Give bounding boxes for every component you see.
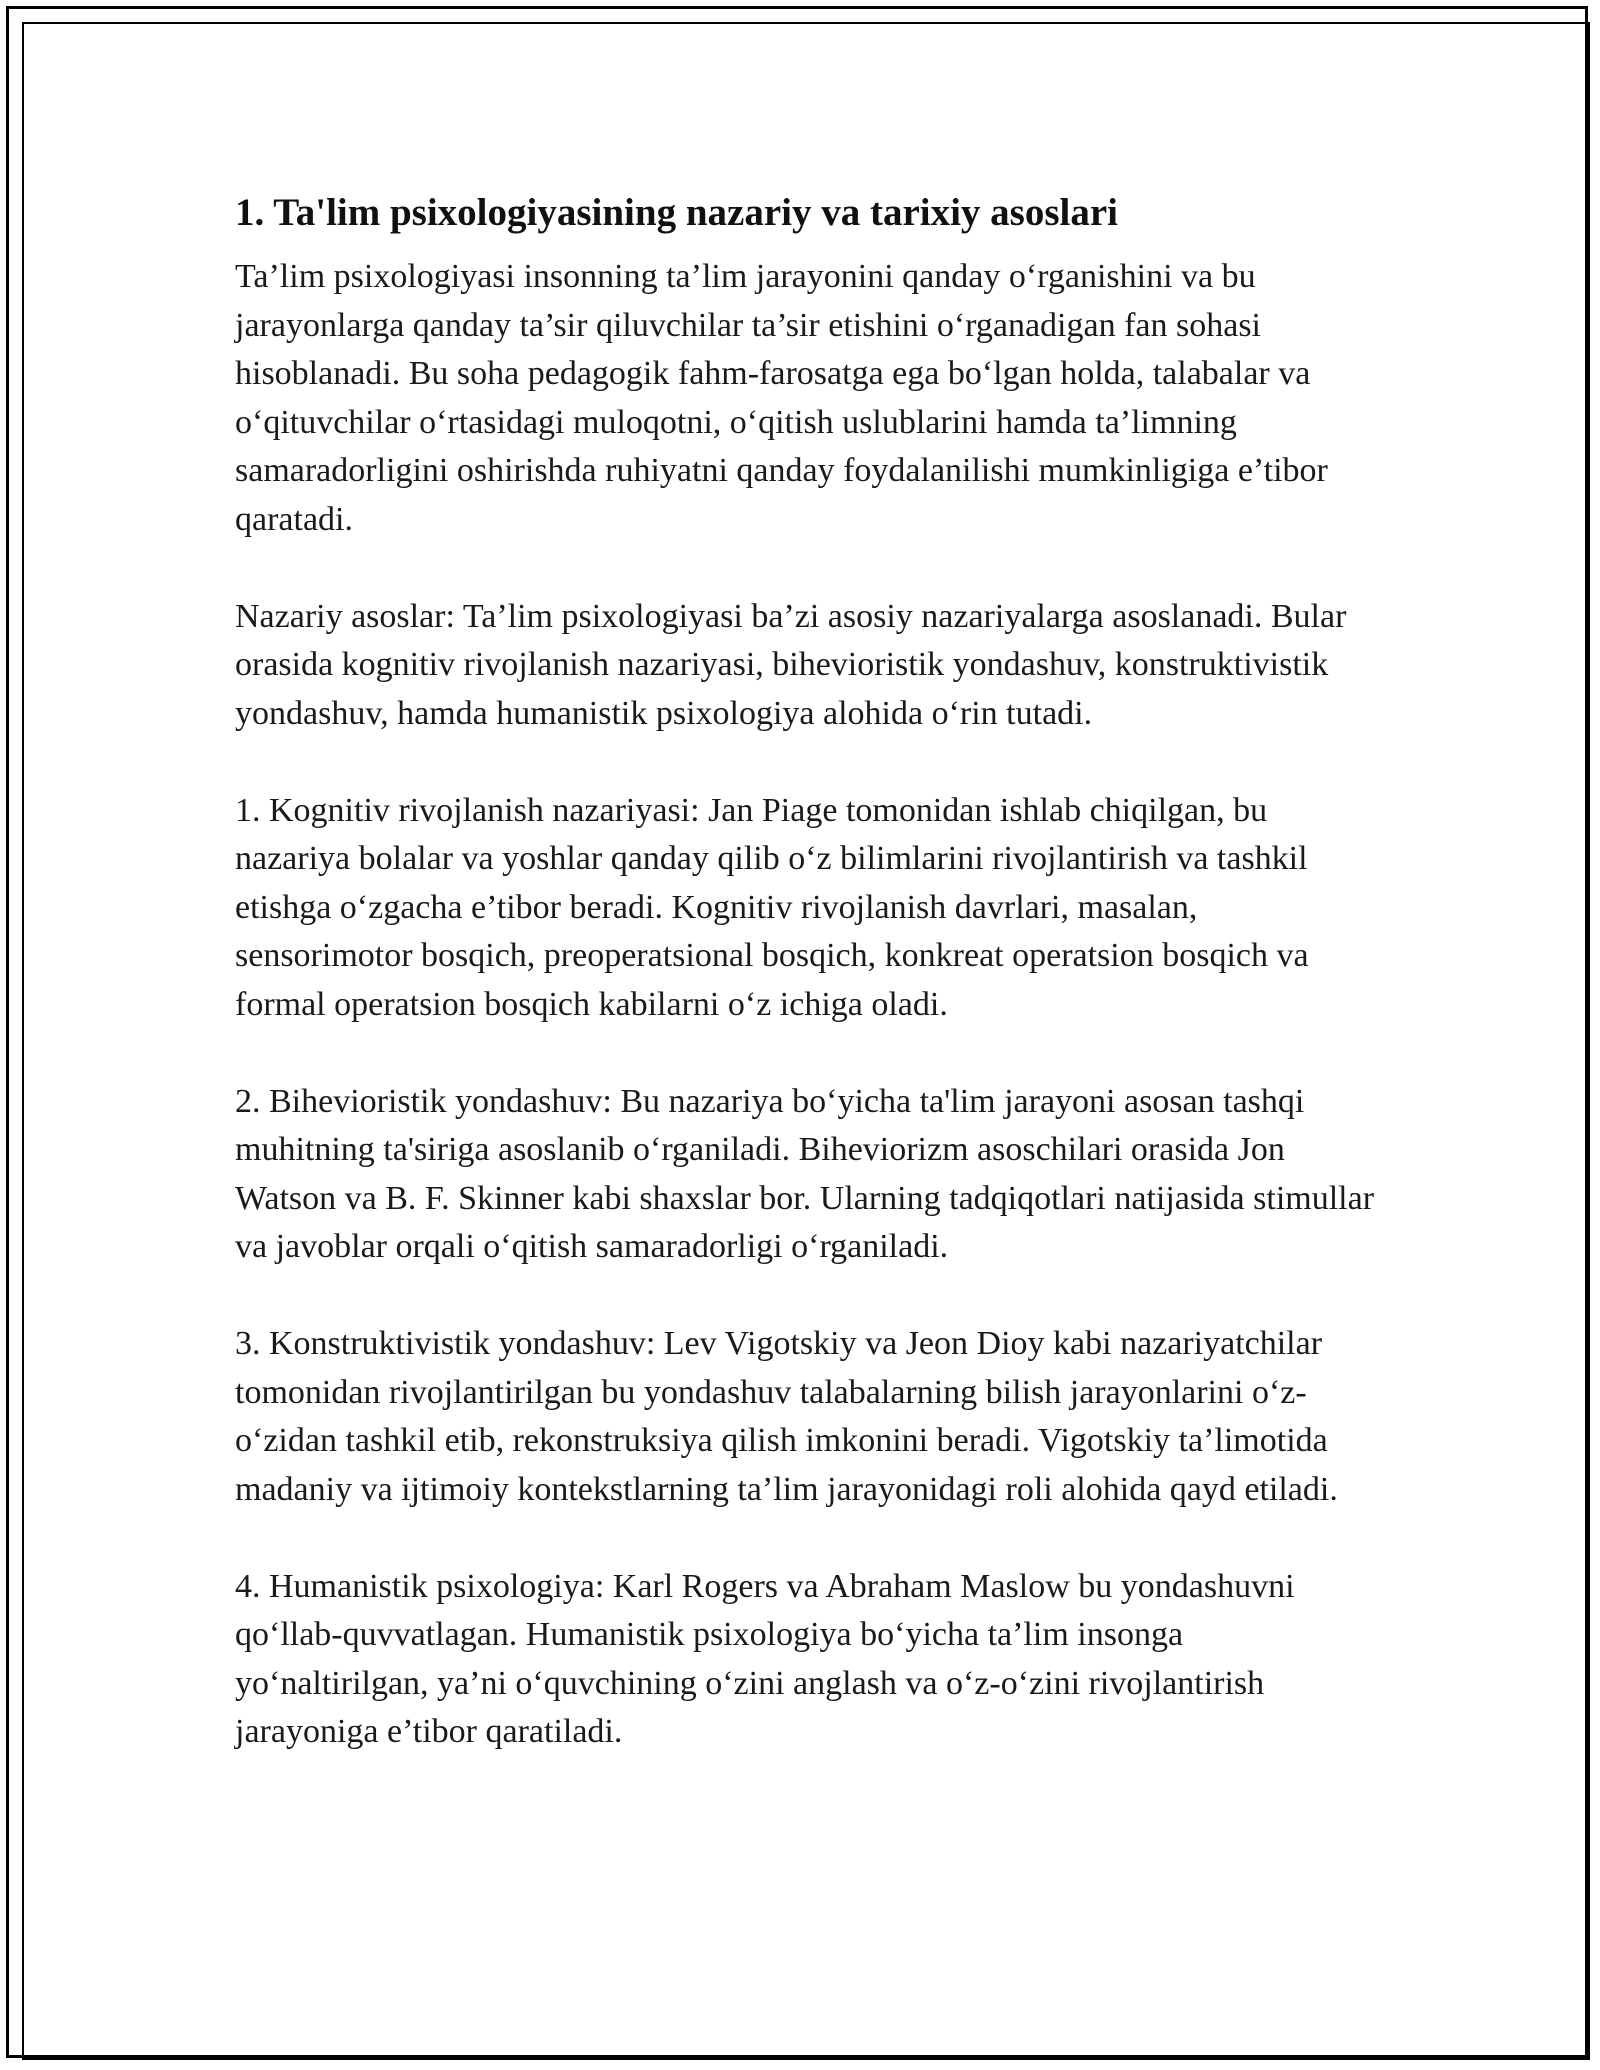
paragraph-theoretical-foundations: Nazariy asoslar: Ta’lim psixologiyasi ba’zi asosiy nazariyalarga asoslanadi. Bular orasida kognitiv rivojlanish nazariyasi, bihevioristik yondashuv, konstruktivistik yondashuv, hamda humanistik psixologiya alohida o‘rin tutadi. [235,597,1347,732]
paragraph-constructivist-approach: 3. Konstruktivistik yondashuv: Lev Vigotskiy va Jeon Dioy kabi nazariyatchilar tomonidan rivojlantirilgan bu yondashuv talabalarning bilish jarayonlarini o‘z-o‘zidan tashkil etib, rekonstruksiya qilish imkonini beradi. Vigotskiy ta’limotida madaniy va ijtimoiy kontekstlarning ta’lim jarayonidagi roli alohida qayd etiladi. [235,1325,1338,1508]
section-title: 1. Ta'lim psixologiyasining nazariy va tarixiy asoslari [235,191,1119,234]
paragraph-cognitive-theory: 1. Kognitiv rivojlanish nazariyasi: Jan Piage tomonidan ishlab chiqilgan, bu nazariya bolalar va yoshlar qanday qilib o‘z bilimlarini rivojlantirish va tashkil etishga o‘zgacha e’tibor beradi. Kognitiv rivojlanish davrlari, masalan, sensorimotor bosqich, preoperatsional bosqich, konkreat operatsion bosqich va formal operatsion bosqich kabilarni o‘z ichiga oladi. [235,791,1309,1023]
paragraph-intro: Ta’lim psixologiyasi insonning ta’lim jarayonini qanday o‘rganishini va bu jarayonlarga qanday ta’sir qiluvchilar ta’sir etishini o‘rganadigan fan sohasi hisoblanadi. Bu soha pedagogik fahm-farosatga ega bo‘lgan holda, talabalar va o‘qituvchilar o‘rtasidagi muloqotni, o‘qitish uslublarini hamda ta’limning samaradorligini oshirishda ruhiyatni qanday foydalanilishi mumkinligiga e’tibor qaratadi. [235,258,1328,538]
paragraph-behaviorist-approach: 2. Bihevioristik yondashuv: Bu nazariya bo‘yicha ta'lim jarayoni asosan tashqi muhitning ta'siriga asoslanib o‘rganiladi. Biheviorizm asoschilari orasida Jon Watson va B. F. Skinner kabi shaxslar bor. Ularning tadqiqotlari natijasida stimullar va javoblar orqali o‘qitish samaradorligi o‘rganiladi. [235,1082,1375,1265]
document-body [235,185,1375,1757]
paragraph-humanistic-psychology: 4. Humanistik psixologiya: Karl Rogers va Abraham Maslow bu yondashuvni qo‘llab-quvvatlagan. Humanistik psixologiya bo‘yicha ta’lim insonga yo‘naltirilgan, ya’ni o‘quvchining o‘zini anglash va o‘z-o‘zini rivojlantirish jarayoniga e’tibor qaratiladi. [235,1567,1295,1750]
